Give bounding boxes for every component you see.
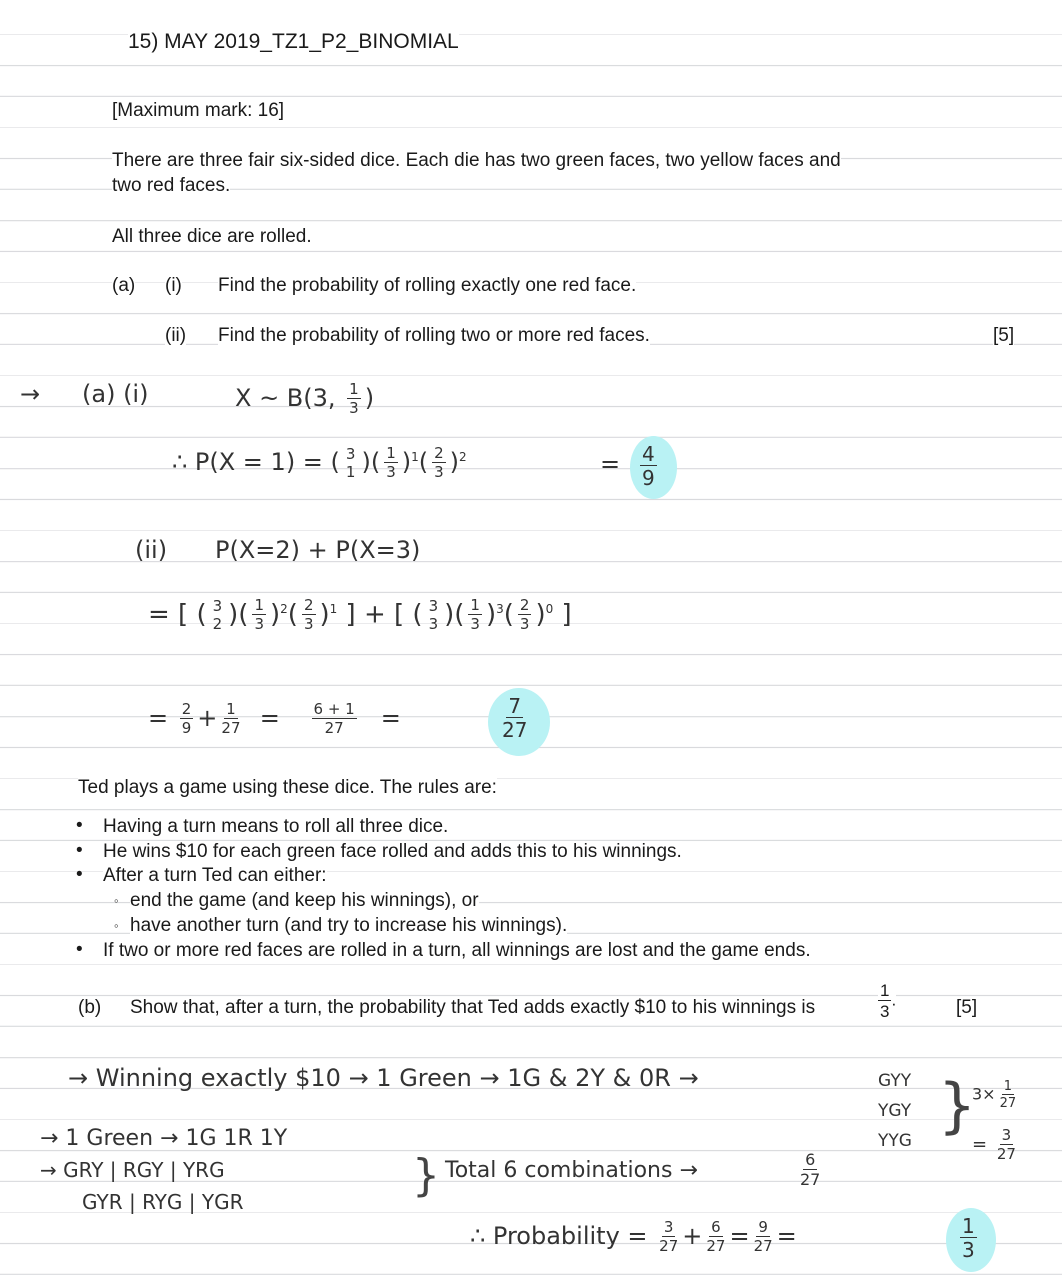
part-b-text: Show that, after a turn, the probability that Ted adds exactly $10 to his winnings is <box>130 997 816 1018</box>
hw-ii-line2: = [ ( 3 2 )( $\frac{1}{3}$ )$^2$( $\frac{2}{3}$ )$^1$ ] + [ ( 3 3 )( $\frac{1}{3}$ )$^3$( $\frac{2}{3}$ )$^0$ ] <box>148 596 572 633</box>
f1-num: 1 <box>1003 1079 1012 1094</box>
f1-den: 27 <box>999 1096 1017 1111</box>
ted-intro: Ted plays a game using these dice. The rules are: <box>78 777 497 798</box>
pa-den: 27 <box>659 1237 679 1255</box>
hw-b-line1: → Winning exactly $10 → 1 Green → 1G & 2Y & 0R → <box>68 1064 699 1092</box>
l3-b-num: 1 <box>226 700 236 718</box>
hw-answer-1 <box>636 444 661 488</box>
bullet-2: • <box>76 840 83 861</box>
part-b-frac-num: 1 <box>880 981 890 1000</box>
f2-den: 27 <box>996 1145 1016 1163</box>
l3-b-den: 27 <box>221 719 241 737</box>
gyy-1: GYY <box>878 1071 912 1091</box>
ans2-num: 7 <box>508 694 522 718</box>
hw-b-combos-top: → GRY | RGY | YRG <box>40 1158 225 1182</box>
ans1-den: 9 <box>642 466 655 490</box>
hw-b-probability: ∴ Probability = $\frac{3}{27}$ + $\frac{6}{27}$ = $\frac{9}{27}$ = <box>470 1218 797 1255</box>
f2-num: 3 <box>1001 1126 1012 1144</box>
hw-b-brace-2: } <box>412 1150 440 1201</box>
max-mark: [Maximum mark: 16] <box>112 100 285 121</box>
hw-ii-label: (ii) <box>135 536 168 564</box>
all-rolled-text: All three dice are rolled. <box>112 226 312 247</box>
part-b-label: (b) <box>78 997 102 1018</box>
hw-b-3-27: = $\frac{3}{27}$ <box>972 1126 1016 1163</box>
pans-num: 1 <box>962 1214 975 1238</box>
pb-num: 6 <box>711 1218 721 1236</box>
pans-den: 3 <box>962 1238 975 1262</box>
rule-3: After a turn Ted can either: <box>103 865 327 886</box>
hw-b-line2: → 1 Green → 1G 1R 1Y <box>40 1126 288 1151</box>
rule-4: If two or more red faces are rolled in a turn, all winnings are lost and the game ends. <box>103 940 811 961</box>
rule-1: Having a turn means to roll all three dice. <box>103 816 449 837</box>
hw-b-6-27 <box>796 1152 824 1188</box>
hw-b-total: Total 6 combinations → <box>445 1158 698 1183</box>
part-b-fraction: $\frac{1}{3}$ . <box>880 981 897 1021</box>
part-a-ii-text: Find the probability of rolling two or more red faces. <box>218 325 650 346</box>
hw-answer-3 <box>956 1216 981 1260</box>
part-a-ii-label: (ii) <box>165 325 187 346</box>
pc-num: 9 <box>758 1218 768 1236</box>
hw-b-brace-1: } <box>938 1071 977 1141</box>
hw-answer-2 <box>498 696 531 740</box>
hw-ii-expr: P(X=2) + P(X=3) <box>215 536 421 564</box>
sub-bullet-1: ◦ <box>114 893 119 908</box>
page-title: 15) MAY 2019_TZ1_P2_BINOMIAL <box>128 30 459 53</box>
hw-b-3x <box>972 1080 1020 1110</box>
l3-c-den: 27 <box>324 719 344 737</box>
tot-den: 27 <box>800 1170 821 1189</box>
sub-rule-1: end the game (and keep his winnings), or <box>130 890 479 911</box>
hw-b-gyy-list <box>878 1066 912 1156</box>
sub-rule-2: have another turn (and try to increase his winnings). <box>130 915 568 936</box>
intro-line-2: two red faces. <box>112 175 231 196</box>
gyy-2: YGY <box>878 1101 912 1121</box>
part-b-frac-den: 3 <box>880 1002 890 1021</box>
hw-eq-sign: = <box>600 450 621 478</box>
part-a-i-label: (i) <box>165 275 182 296</box>
l3-a-den: 9 <box>181 719 192 737</box>
tot-num: 6 <box>805 1150 816 1169</box>
bullet-3: • <box>76 864 83 885</box>
rule-2: He wins $10 for each green face rolled and adds this to his winnings. <box>103 841 682 862</box>
part-a-marks: [5] <box>993 325 1015 346</box>
bullet-1: • <box>76 815 83 836</box>
pc-den: 27 <box>753 1237 773 1255</box>
l3-a-num: 2 <box>181 700 192 718</box>
hw-b-combos-bot: GYR | RYG | YGR <box>82 1190 244 1214</box>
hw-p-x-1: ∴ P(X = 1) = ( 3 1 )( $\frac{1}{3}$ )$^1$( $\frac{2}{3}$ )$^2$ <box>172 444 467 481</box>
hw-dist-close: ) <box>364 384 375 412</box>
hw-third-num: 1 <box>349 380 359 398</box>
hw-distribution <box>235 382 374 416</box>
hw-dist-text: X ~ B(3, <box>235 384 344 412</box>
pb-den: 27 <box>706 1237 726 1255</box>
bullet-4: • <box>76 939 83 960</box>
prob-label: ∴ Probability = <box>470 1222 648 1250</box>
hw-third-den: 3 <box>349 399 359 417</box>
hw-a-label: (a) (i) <box>82 380 149 408</box>
hw-ii-line3: = $\frac{2}{9}$ + $\frac{1}{27}$ = $\frac{6 + 1}{27}$ = <box>148 700 401 737</box>
part-a-label: (a) <box>112 275 136 296</box>
three-x: 3× <box>972 1084 996 1104</box>
gyy-3: YYG <box>878 1131 912 1151</box>
part-a-i-text: Find the probability of rolling exactly one red face. <box>218 275 637 296</box>
part-b-marks: [5] <box>956 997 978 1018</box>
hw-arrow-a: → <box>20 380 41 408</box>
ans2-den: 27 <box>502 718 528 742</box>
pa-num: 3 <box>663 1218 674 1236</box>
sub-bullet-2: ◦ <box>114 918 119 933</box>
l3-c-num: 6 + 1 <box>313 700 355 718</box>
intro-line-1: There are three fair six-sided dice. Each die has two green faces, two yellow faces and <box>112 150 841 171</box>
ans1-num: 4 <box>642 442 655 466</box>
